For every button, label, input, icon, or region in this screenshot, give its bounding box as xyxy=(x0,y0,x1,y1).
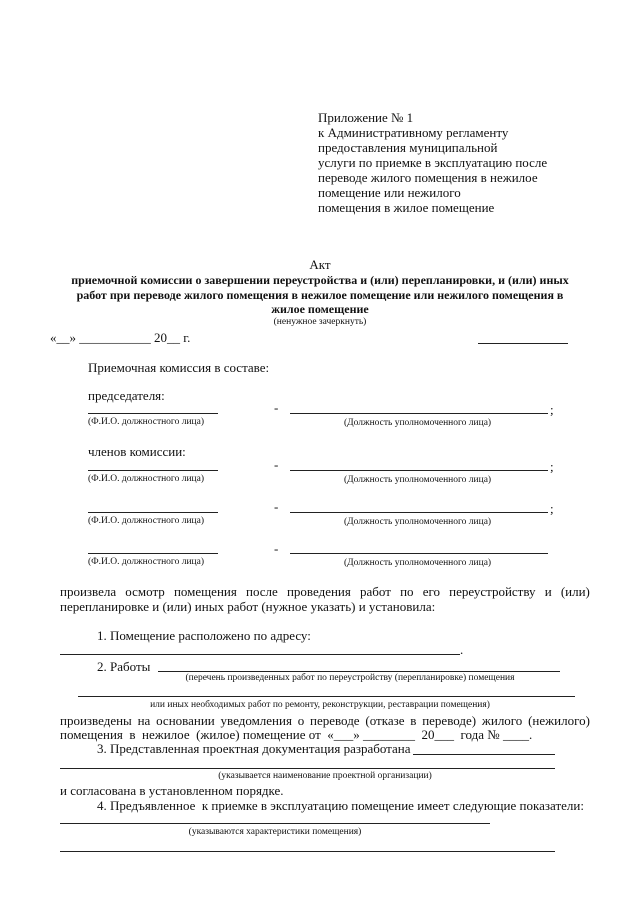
member-fio-blank xyxy=(88,553,218,554)
members-label: членов комиссии: xyxy=(88,444,186,459)
appendix-line: Приложение № 1 xyxy=(318,110,414,125)
dash: - xyxy=(274,499,279,514)
performed-line2: помещения в нежилое (жилое) помещение от «___» ________ 20___ года № ____. xyxy=(60,727,533,742)
dash: - xyxy=(274,541,279,556)
item3-project: 3. Представленная проектная документация разработана xyxy=(97,741,411,756)
appendix-line: переводе жилого помещения в нежилое xyxy=(318,170,538,185)
inspection-line2: перепланировке и (или) иных работ (нужное указать) и установила: xyxy=(60,599,436,614)
characteristics-blank-2 xyxy=(60,851,555,852)
act-subtitle-line1: приемочной комиссии о завершении переустройства и (или) перепланировки, и (или) иных xyxy=(71,273,569,287)
member-position-blank xyxy=(290,470,548,471)
appendix-block xyxy=(318,110,547,215)
works-caption: (перечень произведенных работ по переустройству (перепланировке) помещения xyxy=(185,673,515,683)
chairman-label: председателя: xyxy=(88,388,165,403)
commission-intro: Приемочная комиссия в составе: xyxy=(88,360,270,375)
performed-line1: произведены на основании уведомления о переводе (отказе в переводе) жилого (нежилого) xyxy=(60,713,590,728)
other-works-caption: или иных необходимых работ по ремонту, реконструкции, реставрации помещения) xyxy=(150,700,490,710)
act-subtitle-line2: работ при переводе жилого помещения в нежилое помещение или нежилого помещения в xyxy=(76,288,564,302)
semicolon: ; xyxy=(550,402,554,417)
position-caption: (Должность уполномоченного лица) xyxy=(344,475,492,485)
appendix-line: предоставления муниципальной xyxy=(318,140,498,155)
appendix-line: услуги по приемке в эксплуатацию после xyxy=(318,155,548,170)
org-blank xyxy=(60,768,555,769)
member-position-blank xyxy=(290,553,548,554)
semicolon: ; xyxy=(550,501,554,516)
project-blank xyxy=(413,754,555,755)
inspection-line1: произвела осмотр помещения после проведения работ по его переустройству и (или) xyxy=(60,584,590,599)
appendix-line: к Административному регламенту xyxy=(318,125,509,140)
fio-caption: (Ф.И.О. должностного лица) xyxy=(88,417,204,427)
agreed-line: и согласована в установленном порядке. xyxy=(60,783,284,798)
item2-works: 2. Работы xyxy=(97,659,151,674)
position-caption: (Должность уполномоченного лица) xyxy=(344,418,492,428)
address-end: . xyxy=(460,642,464,657)
member-position-blank xyxy=(290,512,548,513)
chairman-position-blank xyxy=(290,413,548,414)
act-subtitle-line3: жилое помещение xyxy=(271,302,369,316)
member-fio-blank xyxy=(88,470,218,471)
position-caption: (Должность уполномоченного лица) xyxy=(344,558,492,568)
dash: - xyxy=(274,400,279,415)
appendix-line: помещение или нежилого xyxy=(318,185,461,200)
place-blank xyxy=(478,343,568,344)
semicolon: ; xyxy=(550,459,554,474)
item1-address: 1. Помещение расположено по адресу: xyxy=(97,628,311,643)
fio-caption: (Ф.И.О. должностного лица) xyxy=(88,516,204,526)
position-caption: (Должность уполномоченного лица) xyxy=(344,517,492,527)
date-line: «__» ___________ 20__ г. xyxy=(50,330,191,345)
act-title: Акт xyxy=(309,257,331,272)
chairman-fio-blank xyxy=(88,413,218,414)
appendix-line: помещения в жилое помещение xyxy=(318,200,495,215)
strike-note: (ненужное зачеркнуть) xyxy=(273,317,367,327)
org-caption: (указывается наименование проектной организации) xyxy=(218,771,432,781)
dash: - xyxy=(274,457,279,472)
address-blank xyxy=(60,654,460,655)
member-fio-blank xyxy=(88,512,218,513)
characteristics-blank xyxy=(60,823,490,824)
item4-characteristics: 4. Предъявленное к приемке в эксплуатацию помещение имеет следующие показатели: xyxy=(97,798,584,813)
works-blank xyxy=(158,671,560,672)
fio-caption: (Ф.И.О. должностного лица) xyxy=(88,474,204,484)
fio-caption: (Ф.И.О. должностного лица) xyxy=(88,557,204,567)
other-works-blank xyxy=(78,696,575,697)
characteristics-caption: (указываются характеристики помещения) xyxy=(188,827,362,837)
